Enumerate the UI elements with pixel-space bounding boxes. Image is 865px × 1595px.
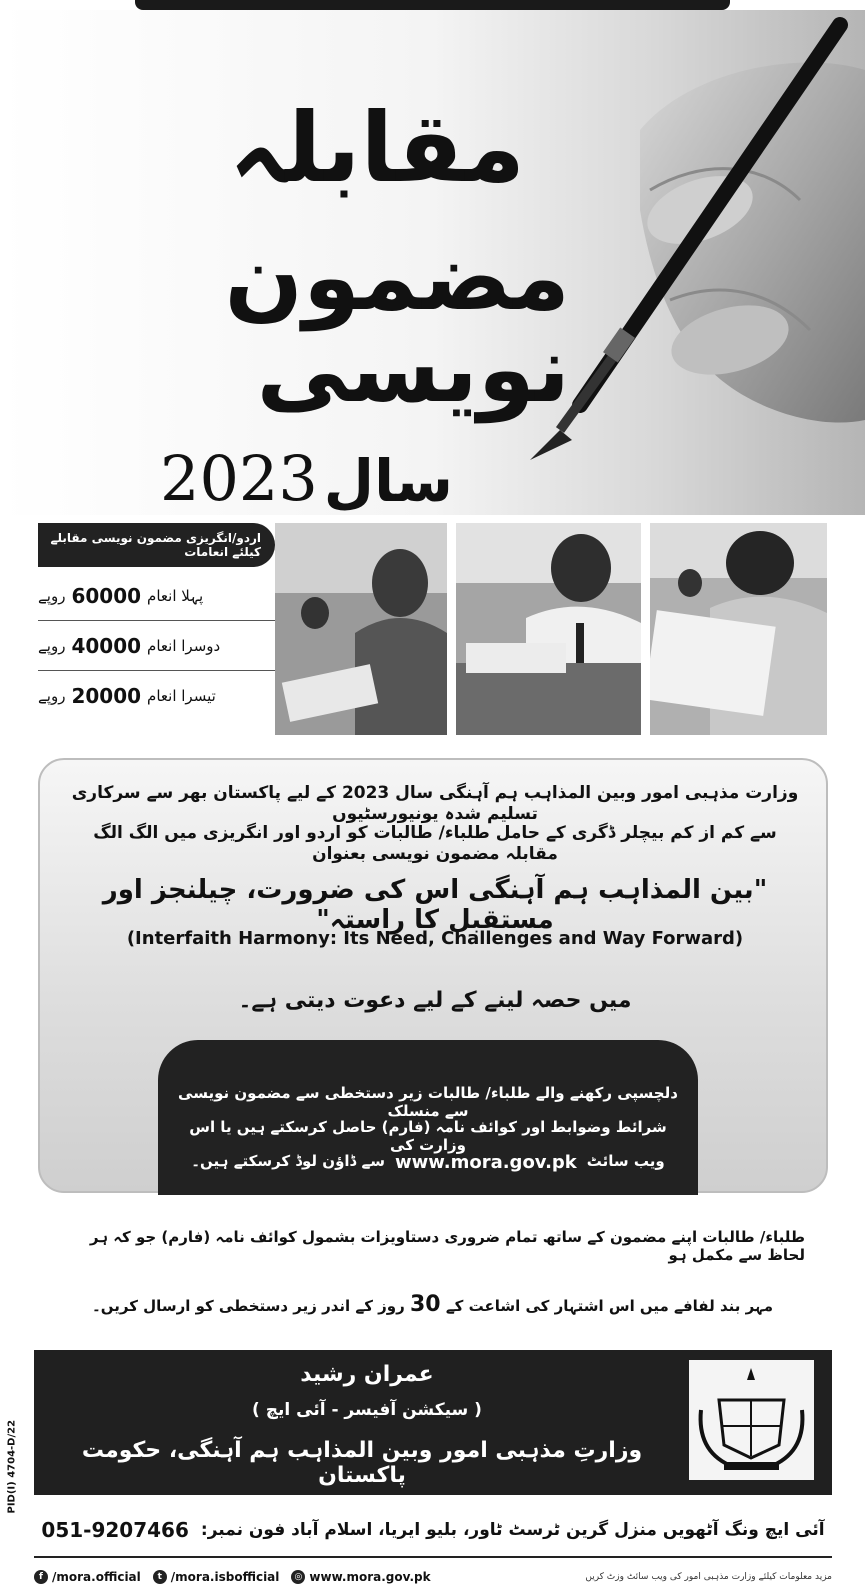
- hero-banner: [0, 10, 865, 515]
- prize-rank: پہلا انعام: [147, 587, 204, 605]
- download-line-3: [178, 1152, 678, 1173]
- facebook-icon: f: [34, 1570, 48, 1584]
- phone-number: 051-9207466: [41, 1517, 189, 1542]
- prize-row-second: [38, 623, 275, 669]
- prize-currency: روپے: [38, 687, 66, 705]
- prize-divider: [38, 620, 275, 621]
- pid-code: [2, 1418, 18, 1518]
- submission-line-2: [60, 1292, 805, 1317]
- prize-amount: 60000: [71, 584, 142, 608]
- prize-header: اردو/انگریزی مضمون نویسی مقابلے کیلئے انعامات: [38, 523, 275, 567]
- download-line-1: دلچسپی رکھنے والے طلباء/ طالبات زیر دستخطی سے مضمون نویسی سے منسلک: [178, 1084, 678, 1120]
- prize-amount: 20000: [71, 684, 142, 708]
- download-line-2: شرائط وضوابط اور کوائف نامہ (فارم) حاصل کرسکتے ہیں یا اس وزارت کی: [189, 1118, 667, 1154]
- year-number: 2023: [160, 442, 318, 515]
- twitter-icon: t: [153, 1570, 167, 1584]
- photo-student-2: [456, 523, 641, 735]
- website-url: www.mora.gov.pk: [309, 1570, 431, 1584]
- twitter-handle: /mora.isbofficial: [170, 1570, 280, 1584]
- title-main: مقابلہ: [228, 92, 525, 204]
- prize-divider: [38, 670, 275, 671]
- title-year: [160, 430, 520, 515]
- top-bar: [135, 0, 730, 10]
- facebook-link[interactable]: [34, 1570, 141, 1584]
- prize-rank: دوسرا انعام: [147, 637, 221, 655]
- government-emblem-icon: [689, 1360, 814, 1480]
- essay-topic-english: (Interfaith Harmony: Its Need, Challenges and Way Forward): [126, 928, 744, 949]
- globe-icon: ◎: [291, 1570, 305, 1584]
- invitation-box: [38, 758, 828, 1193]
- footer-note: مزید معلومات کیلئے وزارت مذہبی امور کی ویب سائٹ وزٹ کریں: [585, 1572, 832, 1582]
- year-word: سال: [323, 447, 453, 515]
- prize-amount: 40000: [71, 634, 142, 658]
- submission-days: 30: [409, 1292, 441, 1317]
- social-bar: [34, 1564, 832, 1590]
- website-link[interactable]: www.mora.gov.pk: [395, 1152, 577, 1173]
- download-info-box: [158, 1040, 698, 1195]
- invitation-line-1: وزارت مذہبی امور وبین المذاہب ہم آہنگی سال 2023 کے لیے پاکستان بھر سے سرکاری تسلیم شدہ یونیورسٹیوں: [71, 783, 799, 824]
- download-pre: ویب سائٹ: [586, 1152, 665, 1170]
- prize-currency: روپے: [38, 637, 66, 655]
- facebook-handle: /mora.official: [52, 1570, 141, 1584]
- photo-student-3: [650, 523, 827, 735]
- essay-topic-urdu: "بین المذاہب ہم آہنگی اس کی ضرورت، چیلنجز اور مستقبل کا راستہ": [102, 875, 768, 935]
- invitation-line-5: میں حصہ لینے کے لیے دعوت دیتی ہے۔: [238, 988, 632, 1013]
- twitter-link[interactable]: [153, 1570, 280, 1584]
- ministry-name: وزارتِ مذہبی امور وبین المذاہب ہم آہنگی، حکومت پاکستان: [81, 1438, 643, 1488]
- prize-currency: روپے: [38, 587, 66, 605]
- prize-rank: تیسرا انعام: [147, 687, 216, 705]
- download-post: سے ڈاؤن لوڈ کرسکتے ہیں۔: [191, 1152, 385, 1170]
- prize-list: [38, 523, 275, 723]
- prize-row-first: [38, 573, 275, 619]
- prize-row-third: [38, 673, 275, 719]
- submission-pre: مہر بند لفافے میں اس اشتہار کی اشاعت کے: [445, 1297, 774, 1315]
- officer-title: ( سیکشن آفیسر - آئی ایچ ): [252, 1400, 482, 1420]
- pid-text: PID(I) 4704-D/22: [6, 1419, 18, 1514]
- website-footer-link[interactable]: [291, 1570, 430, 1584]
- invitation-line-2: سے کم از کم بیچلر ڈگری کے حامل طلباء/ طالبات کو اردو اور انگریزی میں الگ الگ مقابلہ مضمون نویسی بعنوان: [93, 823, 777, 864]
- title-sub: مضمون نویسی: [224, 224, 570, 423]
- submission-line-1: طلباء/ طالبات اپنے مضمون کے ساتھ تمام ضروری دستاویزات بشمول کوائف نامہ (فارم) جو کہ ہر لحاظ سے مکمل ہو: [89, 1228, 805, 1264]
- photo-student-1: [275, 523, 447, 735]
- address-text: آئی ایچ ونگ آٹھویں منزل گرین ٹرسٹ ٹاور، بلیو ایریا، اسلام آباد فون نمبر:: [200, 1519, 825, 1540]
- submission-post: روز کے اندر زیر دستخطی کو ارسال کریں۔: [91, 1297, 405, 1315]
- address-bar: [34, 1503, 832, 1558]
- signature-box: [34, 1350, 832, 1495]
- officer-name: عمران رشید: [300, 1362, 434, 1387]
